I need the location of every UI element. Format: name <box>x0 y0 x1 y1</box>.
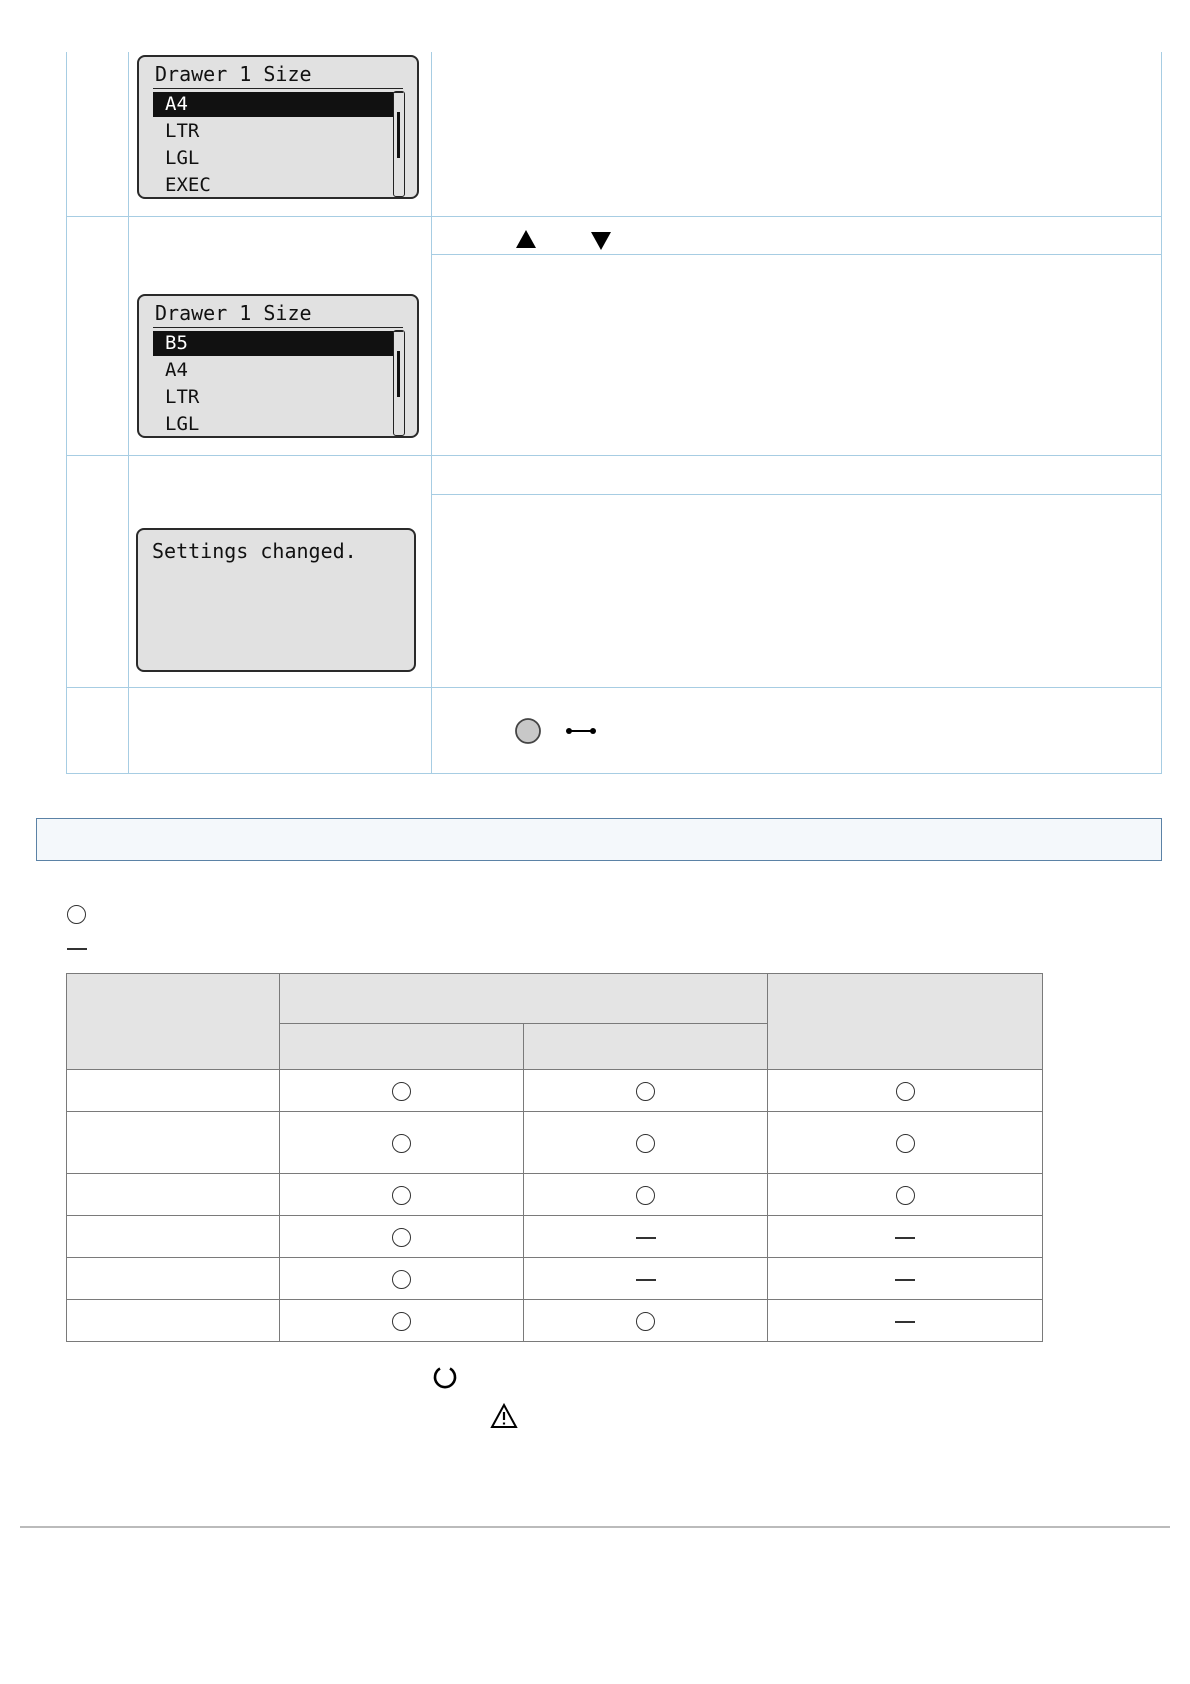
matrix-header-right <box>768 974 1043 1070</box>
lcd-screen-settings-changed <box>136 528 416 672</box>
open-circle-icon <box>636 1186 655 1205</box>
matrix-subheader-1 <box>280 1024 524 1070</box>
dash-icon <box>67 948 87 950</box>
matrix-header-group <box>280 974 768 1024</box>
matrix-row <box>67 1070 1043 1112</box>
open-circle-icon <box>636 1312 655 1331</box>
lcd-scrollbar[interactable] <box>393 91 405 197</box>
matrix-row <box>67 1112 1043 1174</box>
matrix-cell <box>768 1070 1043 1112</box>
dash-icon <box>895 1321 915 1323</box>
down-arrow-icon <box>590 231 612 251</box>
matrix-cell <box>524 1258 768 1300</box>
matrix-cell <box>524 1216 768 1258</box>
matrix-cell <box>280 1174 524 1216</box>
steps-row-divider-1 <box>66 216 1162 217</box>
matrix-body <box>67 1070 1043 1342</box>
open-circle-icon <box>392 1270 411 1289</box>
open-circle-icon <box>67 905 86 924</box>
matrix-header-corner <box>67 974 280 1070</box>
matrix-cell <box>524 1174 768 1216</box>
open-circle-icon <box>896 1186 915 1205</box>
matrix-cell <box>768 1216 1043 1258</box>
matrix-row-label <box>67 1258 280 1300</box>
lcd-option-selected[interactable]: B5 <box>153 331 393 356</box>
lcd-title: Drawer 1 Size <box>155 301 312 325</box>
matrix-row-label <box>67 1174 280 1216</box>
matrix-cell <box>524 1300 768 1342</box>
matrix-cell <box>524 1070 768 1112</box>
lcd-message: Settings changed. <box>152 539 357 563</box>
lcd-screen-drawer-size-b5 <box>137 294 419 438</box>
matrix-row <box>67 1300 1043 1342</box>
matrix-cell <box>768 1300 1043 1342</box>
matrix-row-label <box>67 1070 280 1112</box>
matrix-cell <box>280 1112 524 1174</box>
dash-icon <box>895 1237 915 1239</box>
footer-divider <box>20 1526 1170 1528</box>
lcd-screen-drawer-size-a4 <box>137 55 419 199</box>
lcd-option[interactable]: LTR <box>165 120 200 142</box>
lcd-scroll-thumb[interactable] <box>397 112 400 158</box>
dash-icon <box>636 1237 656 1239</box>
matrix-header-row <box>67 974 1043 1024</box>
legend-dash <box>67 938 87 957</box>
matrix-cell <box>768 1112 1043 1174</box>
lcd-scroll-thumb[interactable] <box>397 351 400 397</box>
matrix-subheader-2 <box>524 1024 768 1070</box>
matrix-cell <box>768 1174 1043 1216</box>
lcd-option[interactable]: A4 <box>165 359 188 381</box>
lcd-option[interactable]: LTR <box>165 386 200 408</box>
lcd-option-selected[interactable]: A4 <box>153 92 393 117</box>
open-circle-icon <box>392 1134 411 1153</box>
line-connector-icon <box>565 724 597 738</box>
open-circle-icon <box>896 1134 915 1153</box>
dash-icon <box>895 1279 915 1281</box>
matrix-row <box>67 1174 1043 1216</box>
section-heading-bar <box>36 818 1162 861</box>
dash-icon <box>636 1279 656 1281</box>
lcd-option[interactable]: LGL <box>165 147 200 169</box>
matrix-row-label <box>67 1300 280 1342</box>
matrix-cell <box>280 1258 524 1300</box>
matrix-cell <box>280 1070 524 1112</box>
lcd-option[interactable]: EXEC <box>165 174 211 196</box>
matrix-row-label <box>67 1216 280 1258</box>
lcd-scrollbar[interactable] <box>393 330 405 436</box>
lcd-option[interactable]: LGL <box>165 413 200 435</box>
open-circle-icon <box>392 1186 411 1205</box>
gray-round-button-icon <box>514 717 542 745</box>
matrix-cell <box>524 1112 768 1174</box>
legend-circle <box>67 904 86 924</box>
open-circle-icon <box>392 1082 411 1101</box>
matrix-row-label <box>67 1112 280 1174</box>
refresh-icon <box>431 1363 459 1391</box>
steps-subrow-divider-2 <box>431 494 1162 495</box>
matrix-row <box>67 1258 1043 1300</box>
warning-icon <box>490 1403 518 1429</box>
open-circle-icon <box>392 1228 411 1247</box>
open-circle-icon <box>392 1312 411 1331</box>
open-circle-icon <box>636 1082 655 1101</box>
up-arrow-icon <box>515 229 537 249</box>
open-circle-icon <box>896 1082 915 1101</box>
matrix-cell <box>280 1216 524 1258</box>
steps-col-divider-1 <box>128 52 129 774</box>
availability-matrix <box>66 973 1043 1342</box>
matrix-cell <box>280 1300 524 1342</box>
open-circle-icon <box>636 1134 655 1153</box>
steps-row-divider-2 <box>66 455 1162 456</box>
lcd-title: Drawer 1 Size <box>155 62 312 86</box>
steps-subrow-divider-1 <box>431 254 1162 255</box>
matrix-row <box>67 1216 1043 1258</box>
matrix-cell <box>768 1258 1043 1300</box>
steps-row-divider-3 <box>66 687 1162 688</box>
steps-col-divider-2 <box>431 52 432 774</box>
